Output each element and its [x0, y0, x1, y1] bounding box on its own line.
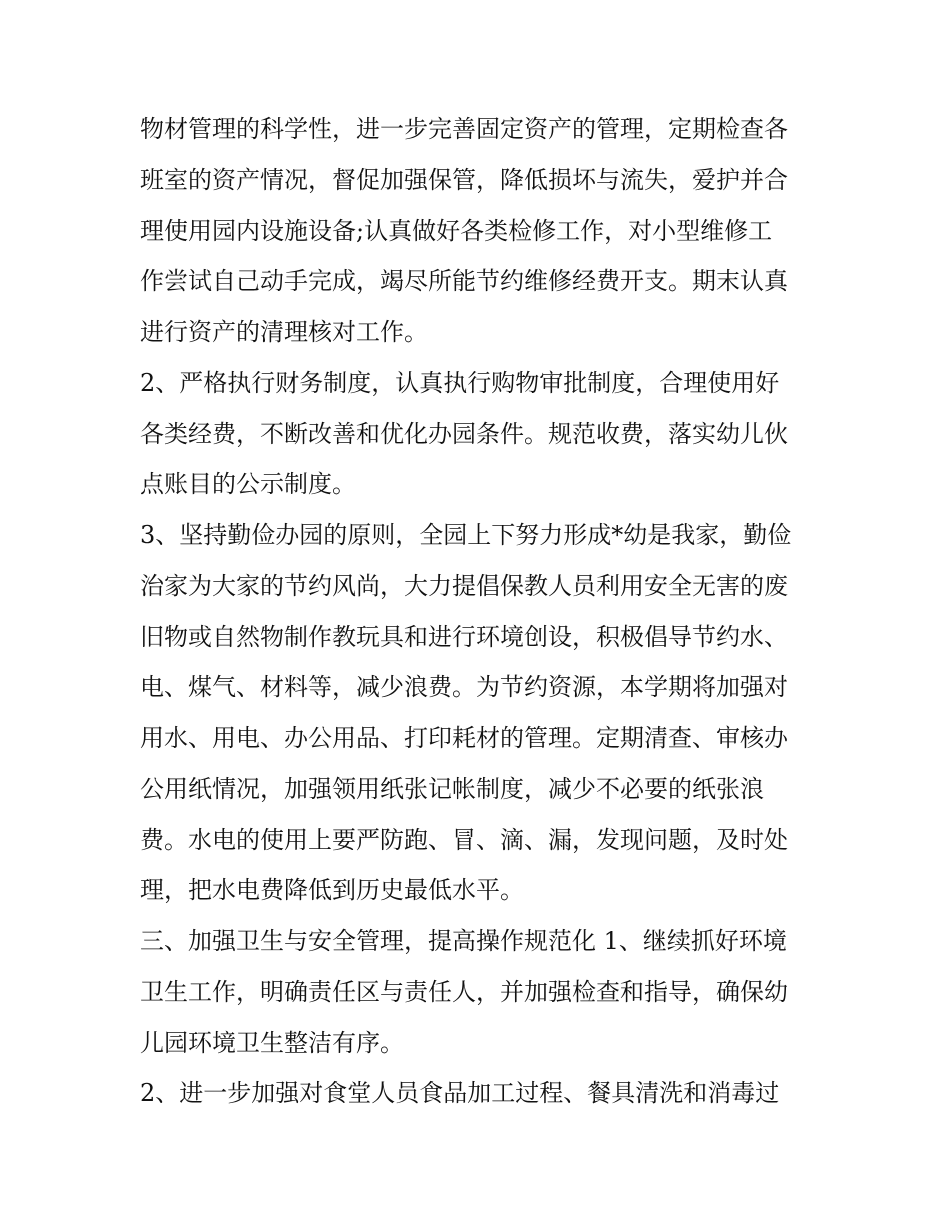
text-line: 旧物或自然物制作教玩具和进行环境创设，积极倡导节约水、 [140, 623, 788, 651]
text-line: 治家为大家的节约风尚，大力提倡保教人员利用安全无害的废 [140, 572, 788, 600]
text-line: 卫生工作，明确责任区与责任人，并加强检查和指导，确保幼 [140, 978, 788, 1006]
text-line: 理使用园内设施设备;认真做好各类检修工作，对小型维修工 [140, 217, 773, 245]
text-line: 儿园环境卫生整洁有序。 [140, 1029, 404, 1057]
text-line: 3、坚持勤俭办园的原则，全园上下努力形成*幼是我家，勤俭 [140, 521, 792, 549]
text-line: 2、严格执行财务制度，认真执行购物审批制度，合理使用好 [140, 369, 780, 397]
text-line: 各类经费，不断改善和优化办园条件。规范收费，落实幼儿伙 [140, 420, 788, 448]
text-line: 作尝试自己动手完成，竭尽所能节约维修经费开支。期末认真 [140, 267, 788, 295]
text-line: 2、进一步加强对食堂人员食品加工过程、餐具清洗和消毒过 [140, 1079, 780, 1107]
text-line: 电、煤气、材料等，减少浪费。为节约资源，本学期将加强对 [140, 673, 788, 701]
text-line: 费。水电的使用上要严防跑、冒、滴、漏，发现问题，及时处 [140, 826, 788, 854]
text-line: 理，把水电费降低到历史最低水平。 [140, 876, 524, 904]
text-line: 点账目的公示制度。 [140, 470, 356, 498]
text-line: 物材管理的科学性，进一步完善固定资产的管理，定期检查各 [140, 115, 788, 143]
text-line: 进行资产的清理核对工作。 [140, 318, 428, 346]
text-line: 班室的资产情况，督促加强保管，降低损坏与流失，爱护并合 [140, 166, 788, 194]
text-line: 三、加强卫生与安全管理，提高操作规范化 1、继续抓好环境 [140, 927, 787, 955]
text-line: 公用纸情况，加强领用纸张记帐制度，减少不必要的纸张浪 [140, 775, 764, 803]
text-line: 用水、用电、办公用品、打印耗材的管理。定期清查、审核办 [140, 724, 788, 752]
